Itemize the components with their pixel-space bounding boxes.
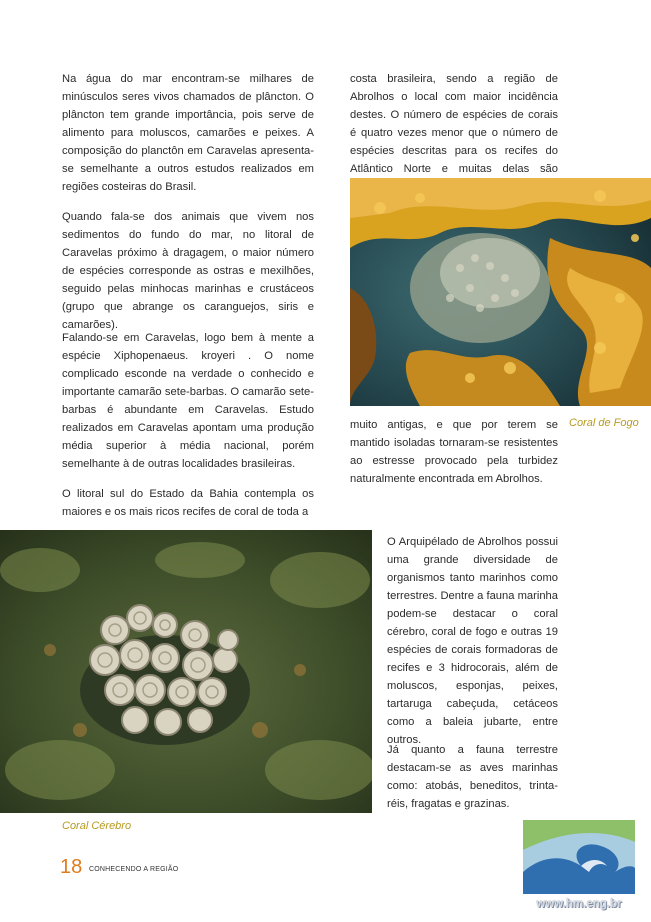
- coral-de-fogo-caption: Coral de Fogo: [569, 417, 639, 429]
- paragraph-plancton: Na água do mar encontram-se milhares de minúsculos seres vivos chamados de plâncton. O plâncton tem grande importância, pois serve de alimento para moluscos, camarões e peixes. A composição do planctôn em Caravelas apresenta-se semelhante a outros estudos realizados em regiões costeiras do Brasil.: [62, 73, 314, 193]
- coral-cerebro-photo: [0, 530, 372, 813]
- paragraph-isoladas: muito antigas, e que por terem se mantido isoladas tornaram-se resistentes ao estresse provocado pela turbidez naturalmente encontrada em Abrolhos.: [350, 419, 558, 485]
- page-number: 18: [60, 856, 83, 878]
- paragraph-camarao: Falando-se em Caravelas, logo bem à mente a espécie Xiphopenaeus. kroyeri . O nome complicado esconde na verdade o conhecido e importante camarão sete-barbas. O camarão sete-barbas é abundante em Caravelas. Estudo realizados em Caravelas apontam uma produção média superior à média nacional, porém semelhante à de outras localidades brasileiras.: [62, 332, 314, 470]
- coral-cerebro-caption: Coral Cérebro: [62, 820, 132, 832]
- paragraph-abrolhos-corais: costa brasileira, sendo a região de Abrolhos o local com maior incidência destes. O número de espécies de corais é quatro vezes menor que o número de espécies descritas para os recifes do Atlântico Norte e muitas delas são: [350, 73, 558, 175]
- section-label: CONHECENDO A REGIÃO: [89, 866, 179, 873]
- paragraph-arquipelago: O Arquipélado de Abrolhos possui uma grande diversidade de organismos tanto marinhos como terrestres. Dentre a fauna marinha podem-se destacar o coral cérebro, coral de fogo e outras 19 espécies de corais formadoras de recifes e 3 hidrocorais, além de moluscos, esponjas, peixes, tartaruga cabeçuda, cetáceos como a baleia jubarte, entre outros.: [387, 536, 559, 746]
- paragraph-fauna-terrestre: Já quanto a fauna terrestre destacam-se as aves marinhas como: atobás, beneditos, trinta-réis, fragatas e grazinas.: [387, 744, 558, 810]
- paragraph-sedimentos: Quando fala-se dos animais que vivem nos sedimentos do fundo do mar, no litoral de Caravelas próximo à dragagem, o maior número de espécies corresponde as ostras e mexilhões, seguido pelas minhocas marinhas e crustáceos (grupo que abrange os caranguejos, siris e camarões).: [62, 211, 314, 331]
- coral-de-fogo-photo: [350, 178, 651, 406]
- paragraph-recifes: O litoral sul do Estado da Bahia contempla os maiores e os mais ricos recifes de coral de toda a: [62, 488, 314, 518]
- logo-url: www.hm.eng.br: [536, 898, 622, 910]
